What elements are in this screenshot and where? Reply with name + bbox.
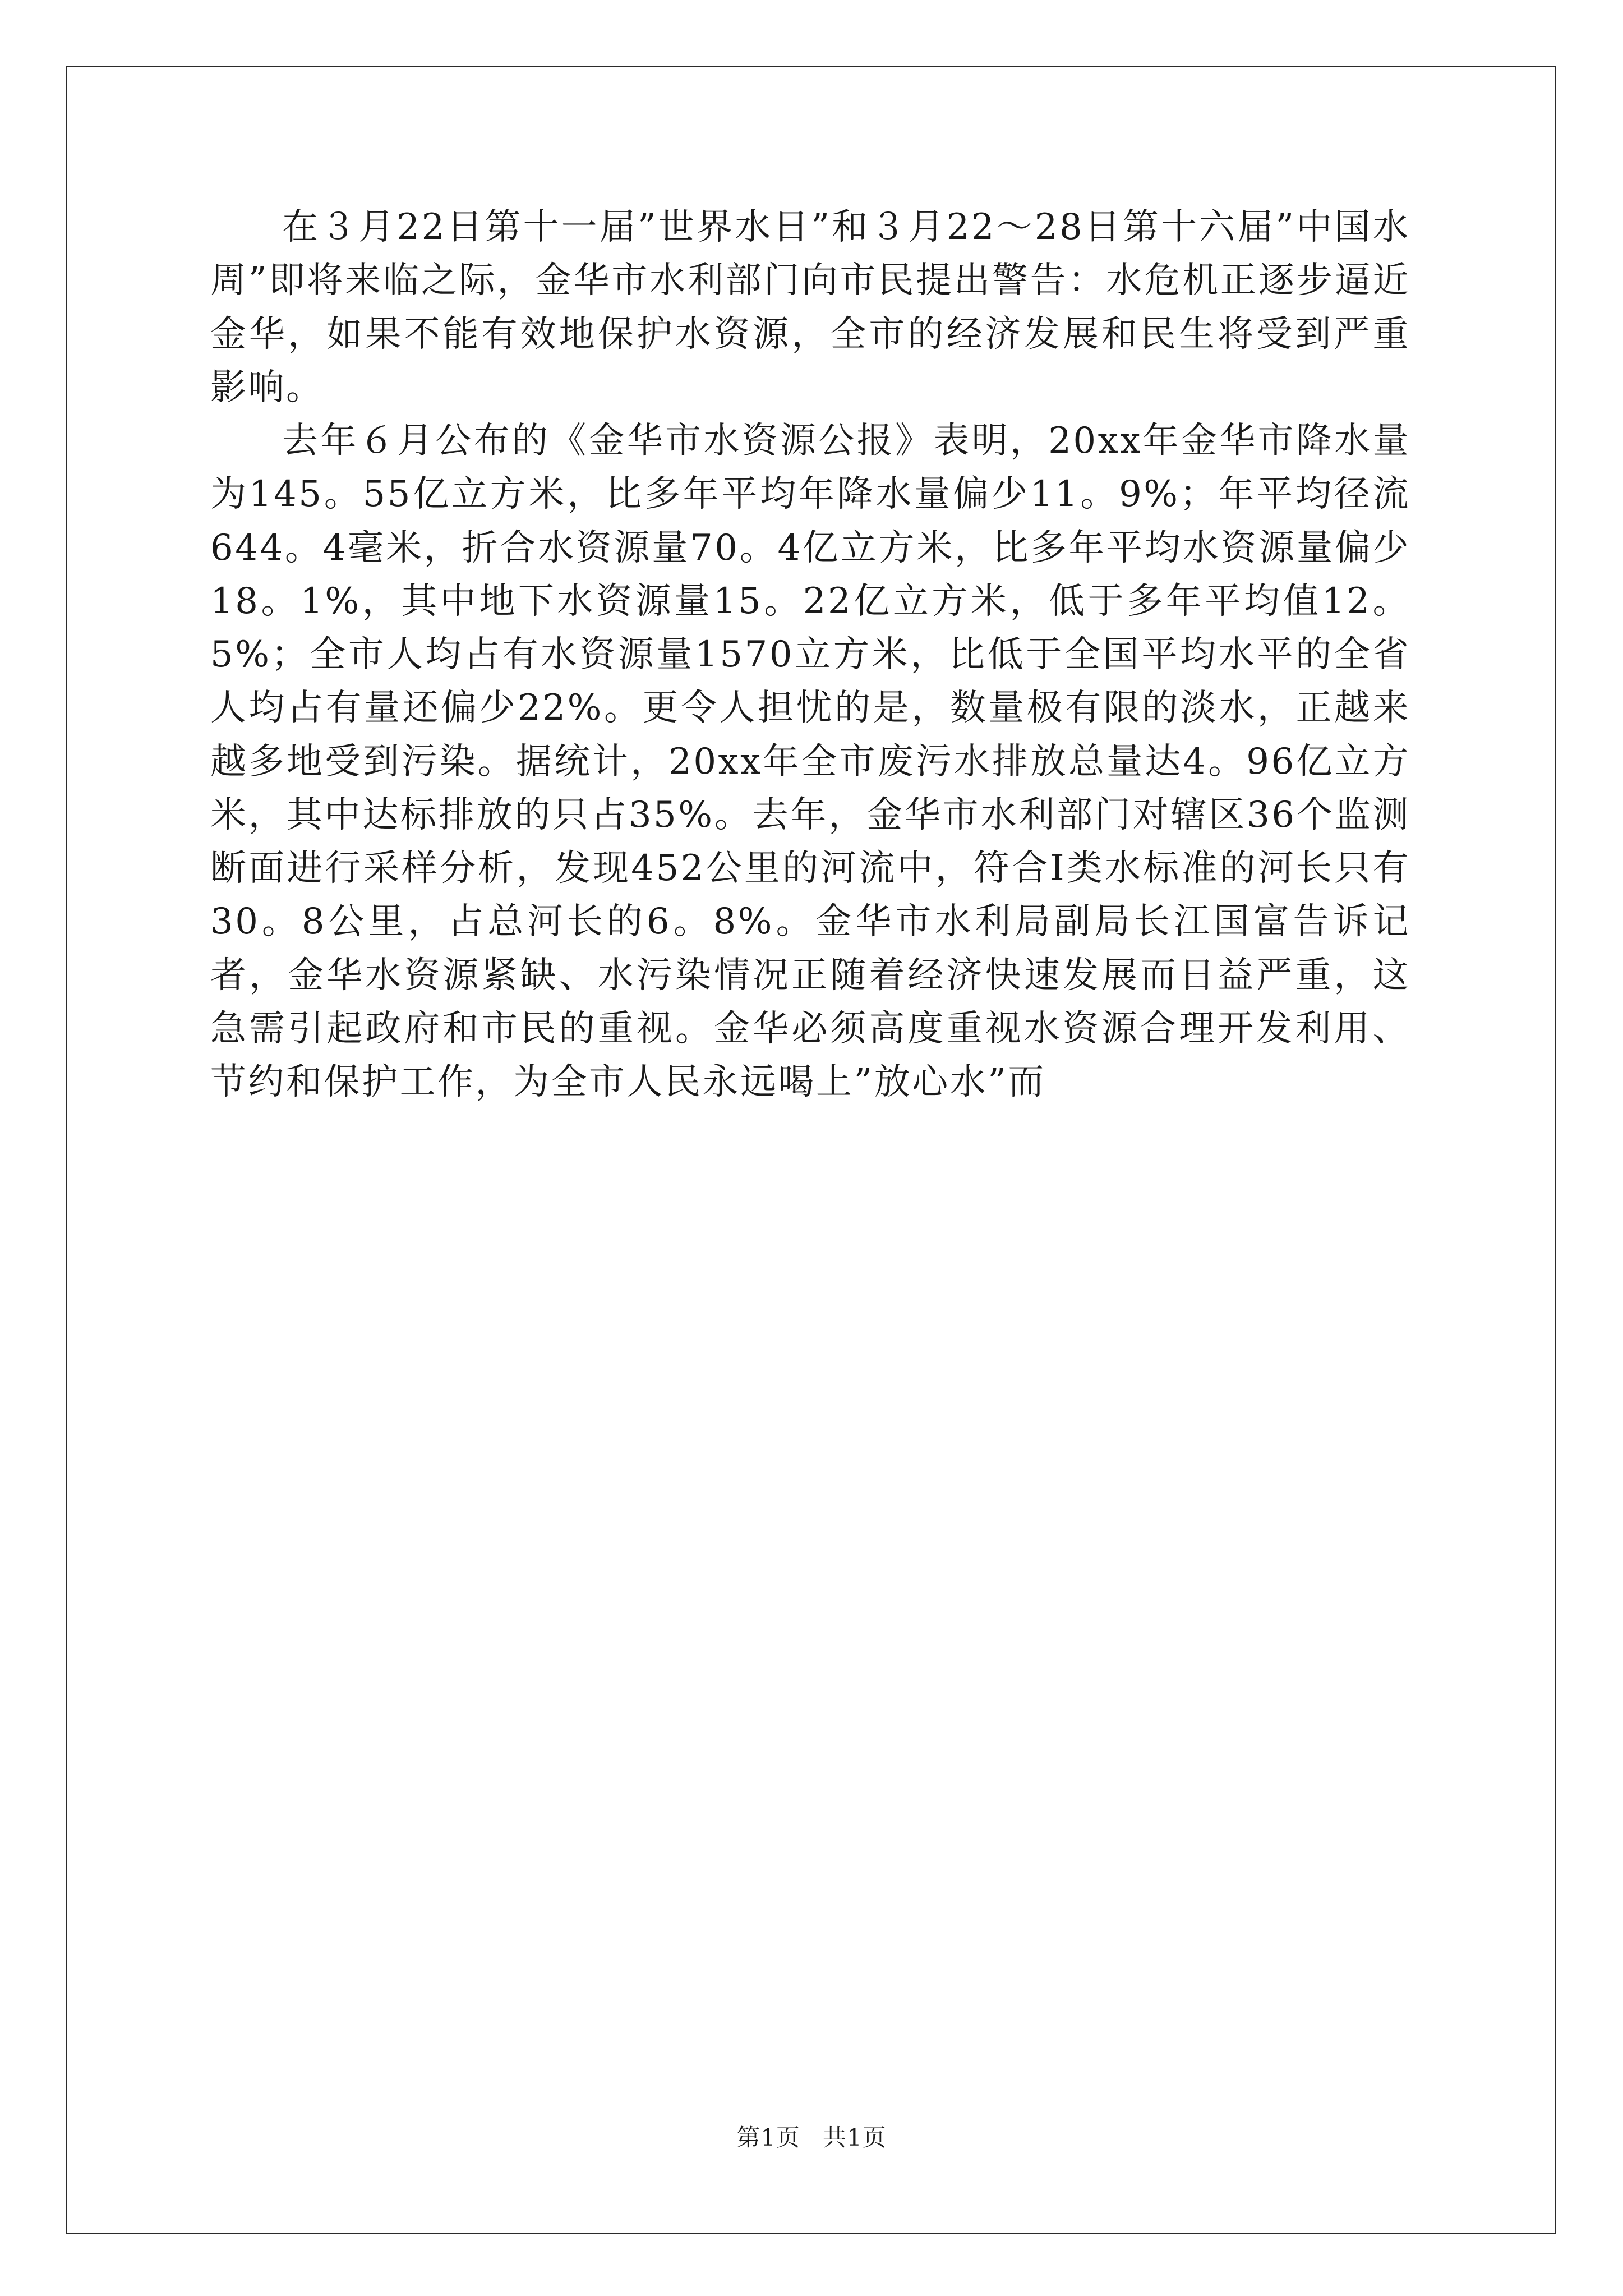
document-body: [210, 201, 1410, 1109]
page-number-current: 第1页: [736, 2124, 800, 2151]
paragraph-2: 去年６月公布的《金华市水资源公报》表明，20xx年金华市降水量为145。55亿立方米，比多年平均年降水量偏少11。9%；年平均径流644。4毫米，折合水资源量70。4亿立方米，比多年平均水资源量偏少18。1%，其中地下水资源量15。22亿立方米，低于多年平均值12。5%；全市人均占有水资源量1570立方米，比低于全国平均水平的全省人均占有量还偏少22%。更令人担忧的是，数量极有限的淡水，正越来越多地受到污染。据统计，20xx年全市废污水排放总量达4。96亿立方米，其中达标排放的只占35%。去年，金华市水利部门对辖区36个监测断面进行采样分析，发现452公里的河流中，符合Ⅰ类水标准的河长只有30。8公里，占总河长的6。8%。金华市水利局副局长江国富告诉记者，金华水资源紧缺、水污染情况正随着经济快速发展而日益严重，这急需引起政府和市民的重视。金华必须高度重视水资源合理开发利用、节约和保护工作，为全市人民永远喝上”放心水”而: [210, 420, 1410, 1103]
page-footer: [0, 2119, 1623, 2153]
paragraph-1: 在３月22日第十一届”世界水日”和３月22～28日第十六届”中国水周”即将来临之际，金华市水利部门向市民提出警告：水危机正逐步逼近金华，如果不能有效地保护水资源，全市的经济发展和民生将受到严重影响。: [210, 206, 1410, 408]
page-number-total: 共1页: [823, 2124, 887, 2151]
